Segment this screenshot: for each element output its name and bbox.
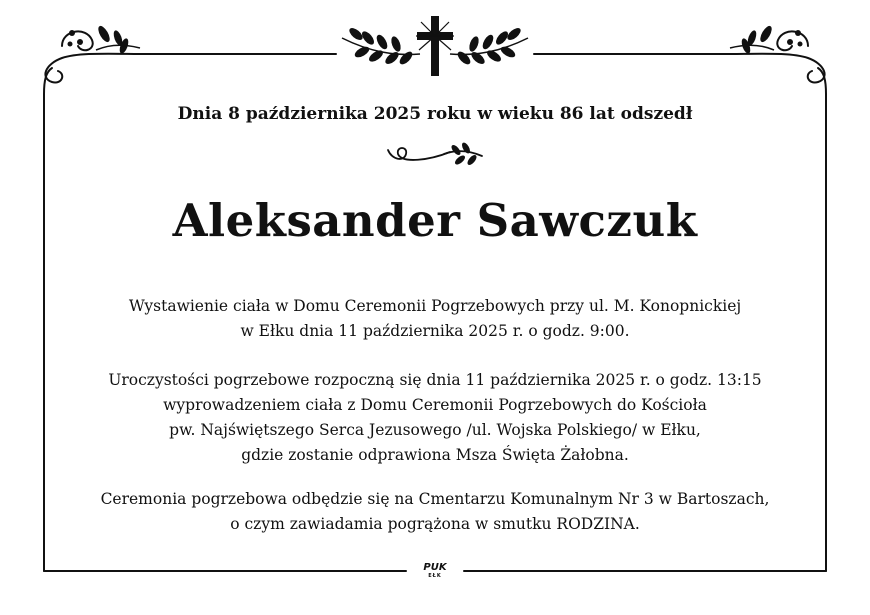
viewing-paragraph (0, 294, 870, 344)
paragraph-line: Ceremonia pogrzebowa odbędzie się na Cmentarzu Komunalnym Nr 3 w Bartoszach, (100, 490, 770, 508)
announcement-intro: Dnia 8 października 2025 roku w wieku 86 lat odszedł (177, 104, 693, 124)
laurel-branch-icon (450, 26, 528, 67)
paragraph-line: pw. Najświętszego Serca Jezusowego /ul. Wojska Polskiego/ w Ełku, (169, 421, 701, 439)
paragraph-line: o czym zawiadamia pogrążona w smutku RODZINA. (230, 515, 640, 533)
laurel-branch-icon (730, 24, 803, 55)
ceremony-paragraph (0, 368, 870, 468)
laurel-branch-icon (342, 26, 420, 67)
company-logo (414, 563, 456, 579)
cross-icon (416, 16, 454, 76)
scroll-ornament-icon (720, 31, 826, 94)
burial-paragraph (0, 487, 870, 537)
laurel-branch-icon (68, 24, 141, 55)
paragraph-line: gdzie zostanie odprawiona Msza Święta Żałobna. (241, 446, 629, 464)
deceased-name: Aleksander Sawczuk (172, 194, 698, 247)
paragraph-line: w Ełku dnia 11 października 2025 r. o godz. 9:00. (240, 322, 630, 340)
scroll-ornament-icon (44, 31, 150, 94)
logo-text-bottom: EŁK (428, 573, 442, 579)
paragraph-line: Uroczystości pogrzebowe rozpoczną się dnia 11 października 2025 r. o godz. 13:15 (108, 371, 762, 389)
logo-text-top: PUK (423, 562, 447, 573)
paragraph-line: wyprowadzeniem ciała z Domu Ceremonii Pogrzebowych do Kościoła (163, 396, 707, 414)
paragraph-line: Wystawienie ciała w Domu Ceremonii Pogrzebowych przy ul. M. Konopnickiej (128, 297, 742, 315)
